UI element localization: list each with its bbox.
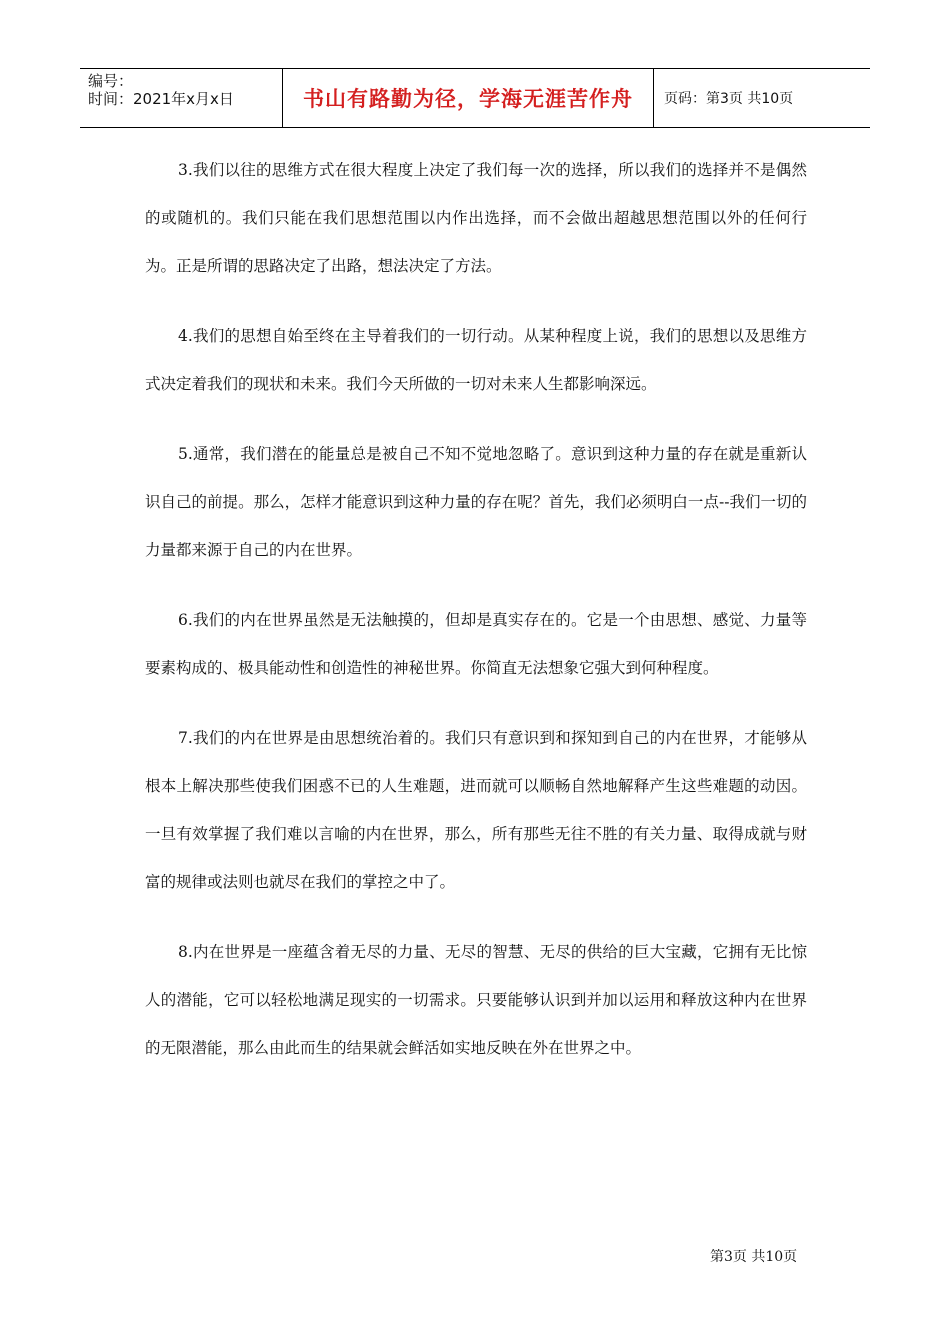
paragraph-8: 8.内在世界是一座蕴含着无尽的力量、无尽的智慧、无尽的供给的巨大宝藏，它拥有无比惊人的潜能，它可以轻松地满足现实的一切需求。只要能够认识到并加以运用和释放这种内在世界的无限潜能，那么由此而生的结果就会鲜活如实地反映在外在世界之中。 (145, 943, 807, 1057)
document-number-label: 编号： (88, 72, 134, 90)
header-meta (80, 69, 282, 127)
header-page-info-cell (654, 69, 870, 127)
header-motto: 书山有路勤为径，学海无涯苦作舟 (303, 87, 633, 111)
header-motto-cell (282, 69, 654, 127)
document-body (145, 146, 807, 1094)
header-page-info: 页码：第3页 共10页 (664, 91, 794, 107)
paragraph-3: 3.我们以往的思维方式在很大程度上决定了我们每一次的选择，所以我们的选择并不是偶然的或随机的。我们只能在我们思想范围以内作出选择，而不会做出超越思想范围以外的任何行为。正是所谓的思路决定了出路，想法决定了方法。 (145, 161, 807, 275)
paragraph-6: 6.我们的内在世界虽然是无法触摸的，但却是真实存在的。它是一个由思想、感觉、力量等要素构成的、极具能动性和创造性的神秘世界。你简直无法想象它强大到何种程度。 (145, 611, 807, 677)
paragraph-4: 4.我们的思想自始至终在主导着我们的一切行动。从某种程度上说，我们的思想以及思维方式决定着我们的现状和未来。我们今天所做的一切对未来人生都影响深远。 (145, 327, 807, 393)
page-footer: 第3页 共10页 (710, 1249, 798, 1265)
page-header (80, 68, 870, 128)
paragraph-7: 7.我们的内在世界是由思想统治着的。我们只有意识到和探知到自己的内在世界，才能够从根本上解决那些使我们困惑不已的人生难题，进而就可以顺畅自然地解释产生这些难题的动因。一旦有效掌握了我们难以言喻的内在世界，那么，所有那些无往不胜的有关力量、取得成就与财富的规律或法则也就尽在我们的掌控之中了。 (145, 729, 807, 891)
document-date: 时间：2021年x月x日 (88, 90, 234, 108)
paragraph-5: 5.通常，我们潜在的能量总是被自己不知不觉地忽略了。意识到这种力量的存在就是重新认识自己的前提。那么，怎样才能意识到这种力量的存在呢？首先，我们必须明白一点--我们一切的力量都来源于自己的内在世界。 (145, 445, 807, 559)
